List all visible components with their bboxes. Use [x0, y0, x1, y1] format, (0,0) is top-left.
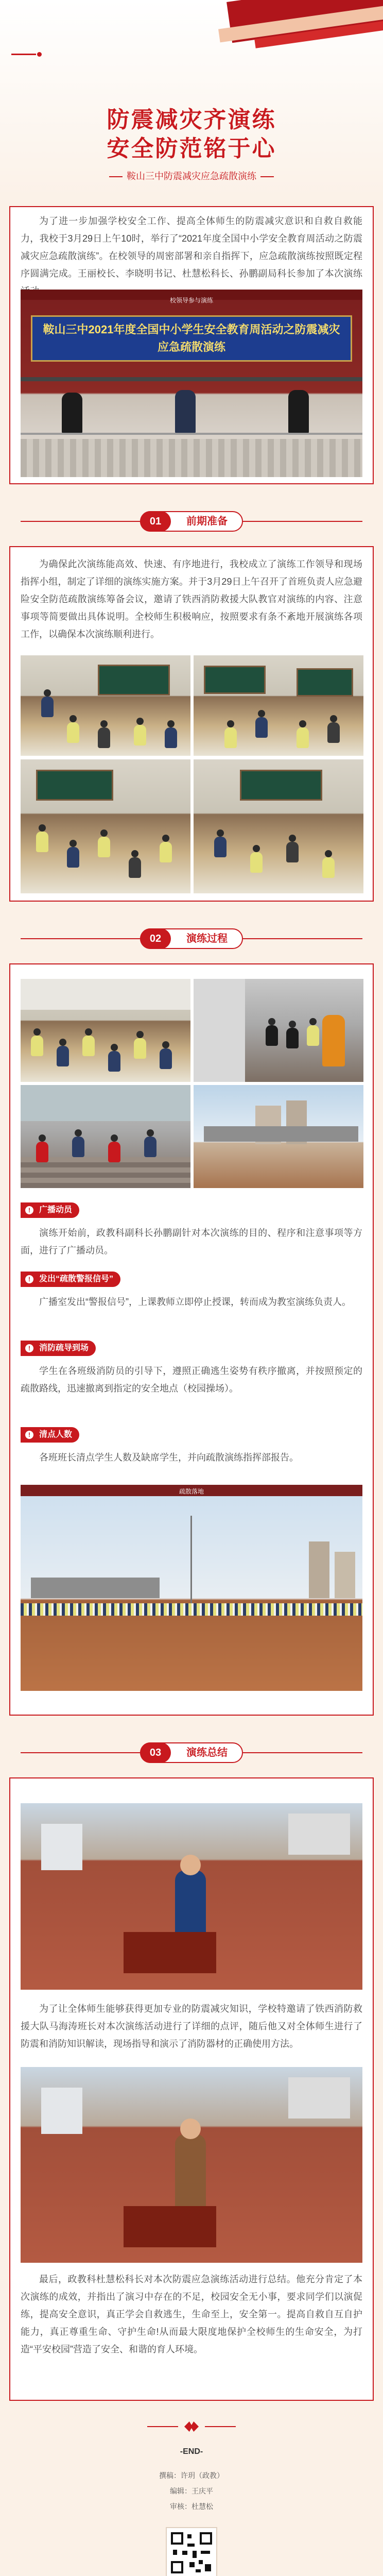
alert-icon: !: [25, 1206, 33, 1214]
step-text-alarm: 广播室发出“警报信号”，上课教师立即停止授课，转而成为教室演练负责人。: [39, 1297, 351, 1307]
section-01-line-right: [243, 521, 362, 522]
photo-label: 疏散落地: [179, 1488, 204, 1495]
section-01-line-left: [21, 521, 140, 522]
section-01-heading: [0, 506, 383, 537]
step-tag-label: 发出“疏散警报信号”: [39, 1275, 114, 1283]
step-text-broadcast: 演练开始前，政教科副科长孙鹏副针对本次演练的目的、程序和注意事项等方面，进行了广播动员。: [21, 1228, 362, 1256]
firefighter-photo: [21, 1803, 362, 1990]
section-02-pill: [140, 928, 243, 949]
section-01-paragraph: 为确保此次演练能高效、快速、有序地进行，我校成立了演练工作领导和现场指挥小组，制定了详细的演练实施方案。并于3月29日上午召开了首班负责人应急避险安全防范疏散演练筹备会议，邀请了铁西消防救援大队教官对演练的内容、注意事项等简要做出具体说明。全校师生积极响应，按照要求有条不紊地开展演练各项工作，以确保本次演练顺利进行。: [21, 559, 362, 639]
step-tag-headcount: [21, 1427, 79, 1443]
section-03-heading: [0, 1737, 383, 1768]
step-text-fire-guide: 学生在各班级消防员的引导下，遵照正确逃生姿势有秩序撤离，并按照预定的疏散路线，迅速撤离到指定的安全地点（校园操场）。: [21, 1366, 362, 1394]
meeting-photo-4: [194, 759, 363, 893]
leader-figure-3: [288, 390, 309, 434]
section-01-pill: [140, 511, 243, 532]
section-03-card: [9, 1777, 374, 2401]
section-03-paragraph-1: 为了让全体师生能够获得更加专业的防震减灾知识，学校特邀请了铁西消防救援大队马海涛班长对本次演练活动进行了详细的点评，随后他又对全体师生进行了防震和消防知识解读，现场指导和演示了消防器材的正确使用方法。: [21, 2004, 362, 2049]
alert-icon: !: [25, 1431, 33, 1439]
section-03-label: 演练总结: [186, 1747, 228, 1758]
step-tag-fire-guide: [21, 1341, 96, 1356]
section-01-number: 01: [140, 511, 171, 532]
meeting-photo-3: [21, 759, 190, 893]
meeting-photo-1: [21, 655, 190, 756]
step-tag-label: 消防疏导到场: [39, 1344, 89, 1352]
section-02-card: [9, 963, 374, 1716]
credit-reviewer: 审核：杜慧松: [170, 2502, 213, 2511]
banner: 鞍山三中2021年度全国中小学生安全教育周活动之防震减灾应急疏散演练: [31, 315, 352, 362]
playground-photo: [21, 1485, 362, 1691]
leader-figure-1: [62, 393, 82, 434]
section-03-pill: [140, 1742, 243, 1763]
footer-knot-icon: [184, 2421, 199, 2432]
footer-line-right: [205, 2426, 236, 2427]
speaker-photo: [21, 2067, 362, 2263]
step-tag-label: 广播动员: [39, 1206, 73, 1214]
intro-paragraph: 为了进一步加强学校安全工作、提高全体师生的防震减灾意识和自救自救能力，我校于3月29日上午10时，举行了“2021年度全国中小学安全教育周活动之防震减灾应急疏散演练”。在校领导的周密部署和亲自指挥下，应急疏散演练按照既定程序圆满完成。王丽校长、李晓明书记、杜慧松科长、孙鹏副局科长参加了本次演练: [21, 216, 362, 279]
section-03-paragraph-2: 最后，政教科杜慧松科长对本次防震应急演练活动进行总结。他充分肯定了本次演练的成效，并指出了演习中存在的不足，校园安全无小事，要求同学们以演促练，提高安全意识，真正学会自救逃生，生命至上，安全第一。提高自救自互自护能力，真正尊重生命、守护生命!从而最大限度地保护全校师生的生命安全，为打造“平安校园”营造了安全、和谐的育人环境。: [21, 2274, 362, 2354]
drill-photo-fire-staff: [194, 979, 363, 1082]
drill-photo-classroom: [21, 979, 190, 1082]
leader-figure-2: [175, 390, 196, 434]
alert-icon: !: [25, 1344, 33, 1352]
step-tag-broadcast: [21, 1202, 79, 1218]
footer-end: -END-: [180, 2447, 203, 2456]
leaders-photo: [21, 290, 362, 477]
qr-code: [166, 2527, 217, 2576]
header-decor-dot: [37, 52, 42, 57]
section-03-line-left: [21, 1752, 140, 1753]
credit-writer: 撰稿：许玥（政教）: [159, 2471, 224, 2480]
drill-photo-stairs: [21, 1085, 190, 1188]
title-line-1: 防震减灾齐演练: [107, 107, 276, 132]
title-line-2: 安全防范铭于心: [107, 136, 276, 161]
section-03-number: 03: [140, 1742, 171, 1763]
footer-decor: [147, 2421, 236, 2432]
credit-editor: 编辑：王庆平: [170, 2487, 213, 2495]
section-02-number: 02: [140, 928, 171, 949]
step-tag-alarm: [21, 1272, 120, 1287]
meeting-photo-2: [194, 655, 363, 756]
section-03-line-right: [243, 1752, 362, 1753]
page-subtitle: 鞍山三中防震减灾应急疏散演练: [0, 169, 383, 182]
section-02-label: 演练过程: [186, 933, 228, 944]
podium: [124, 1932, 216, 1973]
section-02-heading: [0, 923, 383, 954]
drill-photo-campus: [194, 1085, 363, 1188]
section-02-line-left: [21, 938, 140, 939]
step-text-headcount: 各班班长清点学生人数及缺席学生，并向疏散演练指挥部报告。: [39, 1452, 299, 1463]
footer-line-left: [147, 2426, 178, 2427]
section-02-line-right: [243, 938, 362, 939]
podium: [124, 2206, 216, 2247]
intro-card: [9, 206, 374, 484]
page-title: [0, 106, 383, 163]
header-decor-line: [11, 54, 36, 55]
section-01-card: [9, 546, 374, 902]
step-tag-label: 清点人数: [39, 1430, 73, 1439]
photo-label: 校领导参与演练: [169, 297, 213, 304]
section-01-label: 前期准备: [186, 516, 228, 527]
page-header: [0, 0, 383, 206]
alert-icon: !: [25, 1275, 33, 1283]
